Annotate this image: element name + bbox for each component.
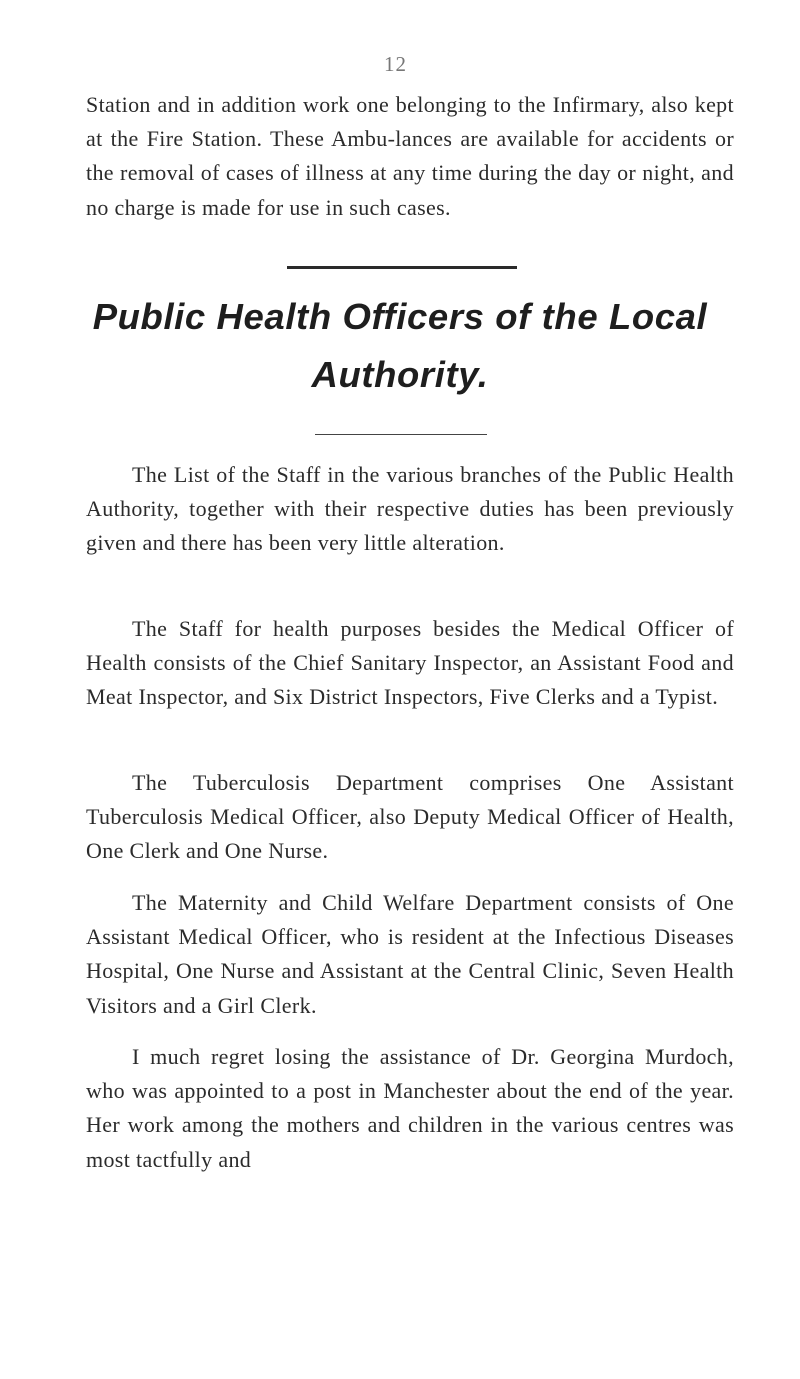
section-heading-line-1: Public Health Officers of the Local bbox=[92, 296, 708, 337]
section-heading-line-2: Authority. bbox=[311, 354, 489, 395]
paragraph-staff-list: The List of the Staff in the various branches of the Public Health Authority, together with their respective duties has been previously given and there has been very little alteration. bbox=[86, 462, 734, 556]
section-divider-heavy bbox=[287, 266, 517, 269]
intro-paragraph: Station and in addition work one belonging to the Infirmary, also kept at the Fire Station. These Ambu-lances are available for accidents or the removal of cases of illness at any time during the day or night, and no charge is made for use in such cases. bbox=[86, 92, 734, 220]
page-number: 12 bbox=[384, 52, 407, 76]
paragraph-tuberculosis-department: The Tuberculosis Department comprises One Assistant Tuberculosis Medical Officer, also Deputy Medical Officer of Health, One Clerk and One Nurse. bbox=[86, 770, 734, 864]
paragraph-maternity-welfare: The Maternity and Child Welfare Department consists of One Assistant Medical Officer, who is resident at the Infectious Diseases Hospital, One Nurse and Assistant at the Central Clinic, Seven Health Visitors and a Girl Clerk. bbox=[86, 890, 734, 1018]
section-heading bbox=[80, 288, 720, 404]
paragraph-dr-murdoch: I much regret losing the assistance of Dr. Georgina Murdoch, who was appointed to a post in Manchester about the end of the year. Her work among the mothers and children in the various centres was most tactfully and bbox=[86, 1044, 734, 1172]
section-divider-light bbox=[315, 434, 487, 435]
paragraph-health-staff: The Staff for health purposes besides the Medical Officer of Health consists of the Chief Sanitary Inspector, an Assistant Food and Meat Inspector, and Six District Inspectors, Five Clerks and a Typist. bbox=[86, 616, 734, 710]
